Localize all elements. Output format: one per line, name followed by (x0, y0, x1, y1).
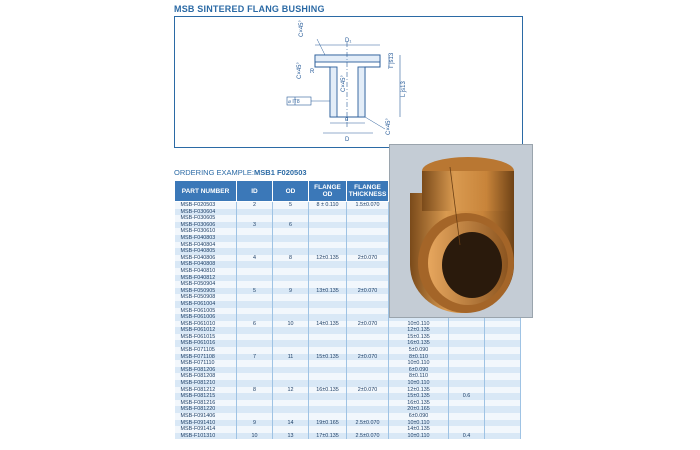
part-number-cell: MSB-F061016 (175, 340, 237, 347)
flange-od-cell: 14±0.135 (309, 321, 347, 328)
part-number-cell: MSB-F091410 (175, 420, 237, 427)
part-number-cell: MSB-F081208 (175, 373, 237, 380)
od-cell (273, 301, 309, 308)
part-number-cell: MSB-F040805 (175, 248, 237, 255)
table-row (175, 426, 521, 433)
table-row (175, 420, 521, 427)
header-part-number: PART NUMBER (175, 181, 237, 202)
length-cell: 15±0.135 (389, 393, 449, 400)
od-cell (273, 281, 309, 288)
part-number-cell: MSB-F081220 (175, 406, 237, 413)
chamfer-cell (449, 373, 485, 380)
od-cell (273, 426, 309, 433)
chamfer-cell (449, 426, 485, 433)
flange-thickness-cell (347, 426, 389, 433)
id-cell: 2 (237, 202, 273, 209)
length-cell: 14±0.135 (389, 426, 449, 433)
radius-cell (485, 426, 521, 433)
radius-cell (485, 387, 521, 394)
part-number-cell: MSB-F071110 (175, 360, 237, 367)
flange-od-cell (309, 327, 347, 334)
flange-thickness-cell (347, 393, 389, 400)
flange-od-cell (309, 360, 347, 367)
flange-od-cell (309, 275, 347, 282)
id-cell (237, 340, 273, 347)
length-cell: 10±0.110 (389, 321, 449, 328)
part-number-cell: MSB-F061010 (175, 321, 237, 328)
table-row (175, 354, 521, 361)
od-cell: 14 (273, 420, 309, 427)
part-number-cell: MSB-F071105 (175, 347, 237, 354)
chamfer-cell: 0.6 (449, 393, 485, 400)
bronze-bushing-illustration (390, 145, 532, 317)
id-cell (237, 373, 273, 380)
part-number-cell: MSB-F061006 (175, 314, 237, 321)
flange-thickness-cell (347, 327, 389, 334)
od-cell (273, 380, 309, 387)
flange-od-cell (309, 334, 347, 341)
flange-thickness-cell (347, 406, 389, 413)
table-row (175, 373, 521, 380)
flange-thickness-cell (347, 367, 389, 374)
flange-od-cell (309, 426, 347, 433)
length-cell: 15±0.135 (389, 334, 449, 341)
page-title: MSB SINTERED FLANG BUSHING (174, 4, 325, 14)
radius-cell (485, 334, 521, 341)
part-number-cell: MSB-F050905 (175, 288, 237, 295)
flange-thickness-cell (347, 413, 389, 420)
id-cell: 6 (237, 321, 273, 328)
part-number-cell: MSB-F061015 (175, 334, 237, 341)
flange-od-cell (309, 209, 347, 216)
flange-od-cell: 16±0.135 (309, 387, 347, 394)
table-row (175, 393, 521, 400)
table-row (175, 327, 521, 334)
flange-od-cell (309, 380, 347, 387)
id-cell: 3 (237, 222, 273, 229)
id-cell (237, 334, 273, 341)
flange-thickness-cell: 2±0.070 (347, 387, 389, 394)
id-cell (237, 380, 273, 387)
od-cell (273, 413, 309, 420)
flange-od-cell (309, 373, 347, 380)
length-cell: 8±0.110 (389, 354, 449, 361)
length-cell: 16±0.135 (389, 340, 449, 347)
flange-thickness-cell (347, 314, 389, 321)
c45-top-label: C×45° (299, 20, 305, 37)
flange-thickness-cell: 2.5±0.070 (347, 433, 389, 440)
flange-od-cell (309, 413, 347, 420)
part-number-cell: MSB-F061012 (175, 327, 237, 334)
radius-cell (485, 406, 521, 413)
radius-cell (485, 321, 521, 328)
od-cell (273, 261, 309, 268)
radius-cell (485, 413, 521, 420)
length-cell: 12±0.135 (389, 387, 449, 394)
flange-thickness-cell: 2±0.070 (347, 255, 389, 262)
od-cell (273, 400, 309, 407)
part-number-cell: MSB-F030605 (175, 215, 237, 222)
od-cell: 9 (273, 288, 309, 295)
id-cell: 4 (237, 255, 273, 262)
chamfer-cell (449, 387, 485, 394)
flange-thickness-cell: 2±0.070 (347, 288, 389, 295)
flange-thickness-cell (347, 294, 389, 301)
flange-thickness-cell (347, 268, 389, 275)
od-cell (273, 275, 309, 282)
chamfer-cell (449, 340, 485, 347)
radius-cell (485, 367, 521, 374)
chamfer-cell (449, 354, 485, 361)
od-cell: 8 (273, 255, 309, 262)
id-cell (237, 347, 273, 354)
od-cell: 6 (273, 222, 309, 229)
technical-drawing (174, 16, 523, 148)
part-number-cell: MSB-F040810 (175, 268, 237, 275)
flange-od-cell (309, 301, 347, 308)
flange-thickness-cell (347, 334, 389, 341)
length-cell: 10±0.110 (389, 360, 449, 367)
part-number-cell: MSB-F081210 (175, 380, 237, 387)
id-cell (237, 281, 273, 288)
flange-thickness-cell (347, 209, 389, 216)
part-number-cell: MSB-F040806 (175, 255, 237, 262)
radius-cell (485, 340, 521, 347)
part-number-cell: MSB-F050908 (175, 294, 237, 301)
header-flange-od: FLANGE OD (309, 181, 347, 202)
radius-cell (485, 354, 521, 361)
part-number-cell: MSB-F091414 (175, 426, 237, 433)
id-cell (237, 261, 273, 268)
part-number-cell: MSB-F040812 (175, 275, 237, 282)
part-number-cell: MSB-F030610 (175, 228, 237, 235)
od-cell: 5 (273, 202, 309, 209)
flange-od-cell (309, 406, 347, 413)
chamfer-cell (449, 413, 485, 420)
D-label: D (345, 137, 350, 143)
flange-od-cell (309, 281, 347, 288)
od-cell (273, 248, 309, 255)
id-cell (237, 275, 273, 282)
id-cell (237, 360, 273, 367)
flange-thickness-cell (347, 400, 389, 407)
flange-od-cell: 15±0.135 (309, 354, 347, 361)
flange-od-cell (309, 268, 347, 275)
id-cell (237, 268, 273, 275)
chamfer-cell (449, 400, 485, 407)
od-cell: 12 (273, 387, 309, 394)
flange-thickness-cell (347, 222, 389, 229)
flange-od-cell (309, 308, 347, 315)
flange-thickness-cell (347, 275, 389, 282)
od-cell (273, 209, 309, 216)
id-cell: 10 (237, 433, 273, 440)
id-cell (237, 308, 273, 315)
id-cell (237, 406, 273, 413)
id-cell (237, 393, 273, 400)
radius-cell (485, 347, 521, 354)
chamfer-cell (449, 321, 485, 328)
flange-thickness-cell (347, 261, 389, 268)
flange-od-cell (309, 400, 347, 407)
bushing-cross-section (175, 17, 522, 147)
part-number-cell: MSB-F081215 (175, 393, 237, 400)
flange-thickness-cell (347, 242, 389, 249)
part-number-cell: MSB-F040808 (175, 261, 237, 268)
od-cell (273, 242, 309, 249)
t-label: T js13 (389, 52, 395, 69)
table-row (175, 334, 521, 341)
id-cell (237, 400, 273, 407)
flange-thickness-cell (347, 248, 389, 255)
od-cell: 10 (273, 321, 309, 328)
id-cell (237, 413, 273, 420)
id-cell (237, 242, 273, 249)
chamfer-cell: 0.4 (449, 433, 485, 440)
od-cell (273, 268, 309, 275)
radius-cell (485, 433, 521, 440)
table-row (175, 413, 521, 420)
table-row (175, 321, 521, 328)
flange-thickness-cell (347, 340, 389, 347)
id-cell: 5 (237, 288, 273, 295)
chamfer-cell (449, 367, 485, 374)
table-row (175, 400, 521, 407)
radius-cell (485, 393, 521, 400)
chamfer-cell (449, 327, 485, 334)
header-id: ID (237, 181, 273, 202)
flange-od-cell (309, 261, 347, 268)
chamfer-cell (449, 334, 485, 341)
radius-cell (485, 400, 521, 407)
tolerance-label: ⌀ IT8 (288, 99, 300, 105)
chamfer-cell (449, 347, 485, 354)
header-flange-thickness: FLANGE THICKNESS (347, 181, 389, 202)
od-cell (273, 294, 309, 301)
radius-cell (485, 360, 521, 367)
table-row (175, 406, 521, 413)
ordering-value: MSB1 F020503 (254, 168, 307, 177)
part-number-cell: MSB-F061005 (175, 308, 237, 315)
id-cell (237, 327, 273, 334)
part-number-cell: MSB-F081216 (175, 400, 237, 407)
od-cell (273, 215, 309, 222)
flange-thickness-cell (347, 308, 389, 315)
flange-od-cell: 19±0.165 (309, 420, 347, 427)
flange-od-cell (309, 347, 347, 354)
length-cell: 12±0.135 (389, 327, 449, 334)
id-cell (237, 426, 273, 433)
r-label: R (310, 69, 315, 75)
part-number-cell: MSB-F030604 (175, 209, 237, 216)
flange-od-cell (309, 242, 347, 249)
id-cell (237, 248, 273, 255)
part-number-cell: MSB-F020503 (175, 202, 237, 209)
od-cell: 11 (273, 354, 309, 361)
id-cell (237, 301, 273, 308)
ordering-label: ORDERING EXAMPLE: (174, 168, 255, 177)
d1-label: D₁ (345, 38, 352, 44)
length-cell: 6±0.090 (389, 367, 449, 374)
id-cell: 7 (237, 354, 273, 361)
table-row (175, 433, 521, 440)
id-cell (237, 367, 273, 374)
flange-thickness-cell (347, 380, 389, 387)
length-cell: 10±0.110 (389, 433, 449, 440)
part-number-cell: MSB-F050904 (175, 281, 237, 288)
length-cell: 8±0.110 (389, 373, 449, 380)
od-cell (273, 314, 309, 321)
length-cell: 6±0.090 (389, 413, 449, 420)
od-cell (273, 235, 309, 242)
flange-thickness-cell (347, 228, 389, 235)
flange-od-cell (309, 367, 347, 374)
flange-thickness-cell (347, 301, 389, 308)
length-cell: 20±0.165 (389, 406, 449, 413)
part-number-cell: MSB-F081212 (175, 387, 237, 394)
od-cell (273, 360, 309, 367)
part-number-cell: MSB-F040804 (175, 242, 237, 249)
c45-inner-label: C×45° (341, 75, 347, 92)
flange-od-cell: 12±0.135 (309, 255, 347, 262)
id-cell (237, 228, 273, 235)
flange-od-cell (309, 393, 347, 400)
part-number-cell: MSB-F030606 (175, 222, 237, 229)
part-number-cell: MSB-F091406 (175, 413, 237, 420)
chamfer-cell (449, 360, 485, 367)
flange-thickness-cell: 2±0.070 (347, 354, 389, 361)
length-cell: 10±0.110 (389, 420, 449, 427)
table-row (175, 367, 521, 374)
radius-cell (485, 380, 521, 387)
od-cell: 13 (273, 433, 309, 440)
od-cell (273, 393, 309, 400)
od-cell (273, 373, 309, 380)
table-row (175, 387, 521, 394)
od-cell (273, 327, 309, 334)
c45-left-label: C×45° (297, 62, 303, 79)
flange-od-cell (309, 228, 347, 235)
part-number-cell: MSB-F040803 (175, 235, 237, 242)
part-number-cell: MSB-F081206 (175, 367, 237, 374)
flange-od-cell (309, 235, 347, 242)
id-cell (237, 209, 273, 216)
table-row (175, 340, 521, 347)
id-cell: 9 (237, 420, 273, 427)
c45-bottom-label: C×45° (386, 118, 392, 135)
part-number-cell: MSB-F061004 (175, 301, 237, 308)
flange-thickness-cell: 2±0.070 (347, 321, 389, 328)
l-label: L js13 (401, 81, 407, 97)
id-cell (237, 294, 273, 301)
product-photo (389, 144, 533, 318)
part-number-cell: MSB-F071108 (175, 354, 237, 361)
flange-od-cell (309, 248, 347, 255)
od-cell (273, 334, 309, 341)
length-cell: 16±0.135 (389, 400, 449, 407)
id-cell (237, 235, 273, 242)
chamfer-cell (449, 406, 485, 413)
table-row (175, 347, 521, 354)
header-od: OD (273, 181, 309, 202)
length-cell: 5±0.090 (389, 347, 449, 354)
od-cell (273, 347, 309, 354)
radius-cell (485, 373, 521, 380)
table-row (175, 360, 521, 367)
chamfer-cell (449, 420, 485, 427)
id-cell (237, 215, 273, 222)
d-label: d (345, 117, 349, 123)
od-cell (273, 406, 309, 413)
od-cell (273, 308, 309, 315)
chamfer-cell (449, 380, 485, 387)
flange-thickness-cell (347, 215, 389, 222)
flange-thickness-cell: 2.5±0.070 (347, 420, 389, 427)
table-row (175, 380, 521, 387)
flange-od-cell: 8 ± 0.110 (309, 202, 347, 209)
flange-thickness-cell: 1.5±0.070 (347, 202, 389, 209)
part-number-cell: MSB-F101310 (175, 433, 237, 440)
flange-od-cell (309, 222, 347, 229)
od-cell (273, 367, 309, 374)
radius-cell (485, 420, 521, 427)
flange-thickness-cell (347, 347, 389, 354)
flange-thickness-cell (347, 235, 389, 242)
flange-od-cell: 17±0.135 (309, 433, 347, 440)
id-cell (237, 314, 273, 321)
flange-od-cell (309, 314, 347, 321)
flange-od-cell (309, 294, 347, 301)
od-cell (273, 228, 309, 235)
od-cell (273, 340, 309, 347)
ordering-example (174, 168, 307, 177)
flange-thickness-cell (347, 360, 389, 367)
flange-thickness-cell (347, 281, 389, 288)
flange-od-cell (309, 215, 347, 222)
length-cell: 10±0.110 (389, 380, 449, 387)
id-cell: 8 (237, 387, 273, 394)
flange-od-cell: 13±0.135 (309, 288, 347, 295)
flange-od-cell (309, 340, 347, 347)
radius-cell (485, 327, 521, 334)
flange-thickness-cell (347, 373, 389, 380)
